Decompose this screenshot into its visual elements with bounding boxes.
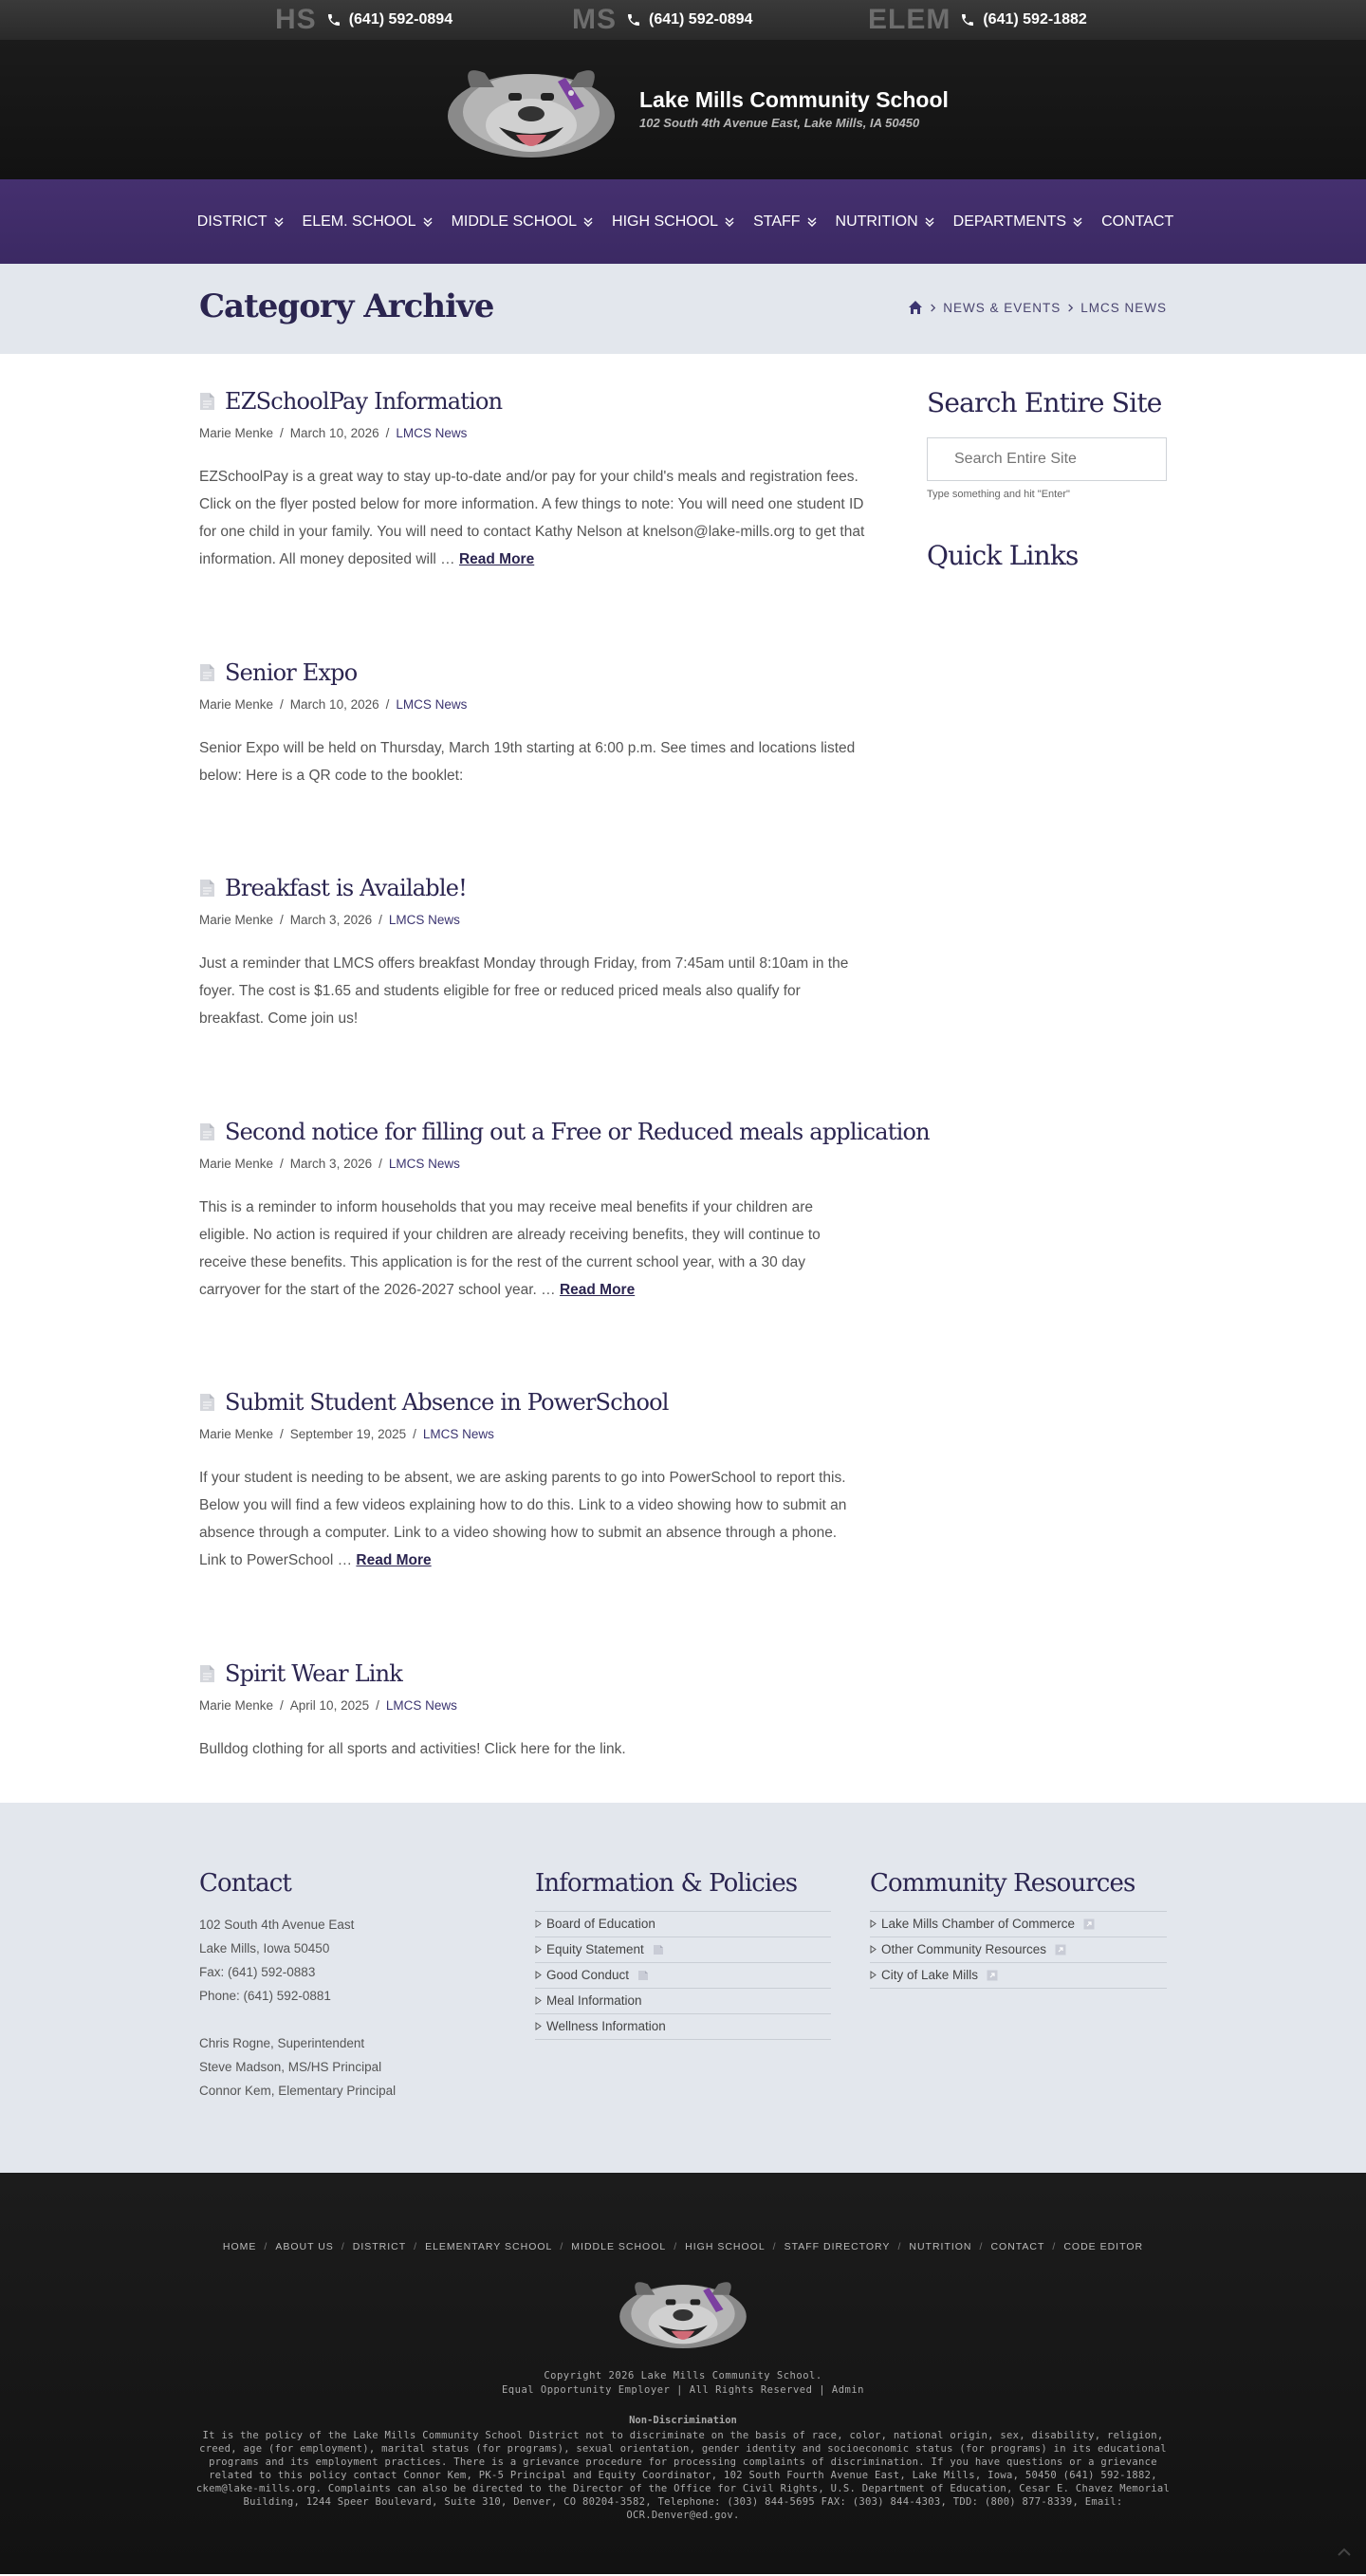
home-icon[interactable]: [908, 300, 923, 315]
footer-nav-high-school[interactable]: HIGH SCHOOL: [685, 2241, 766, 2252]
footer-nav-staff-directory[interactable]: STAFF DIRECTORY: [784, 2241, 891, 2252]
non-discrimination-title: Non-Discrimination: [629, 2415, 737, 2426]
document-icon: [199, 1393, 215, 1412]
double-chevron-down-icon: [1072, 216, 1083, 228]
footer-bulldog-logo: [615, 2273, 751, 2351]
double-chevron-down-icon: [806, 216, 818, 228]
sidebar: [927, 387, 1167, 571]
excerpt-text: If your student is needing to be absent, we are asking parents to go into PowerSchool to report this. Below you will find a few videos explaining how to do this. Link to a video showing how to submit an absence through a computer. Link to a video showing how to submit an absence through a phone. Link to PowerSchool …: [199, 1470, 847, 1568]
nav-label: NUTRITION: [835, 213, 918, 230]
contact-line: Lake Mills, Iowa 50450: [199, 1941, 330, 1955]
footer-nav-about-us[interactable]: ABOUT US: [275, 2241, 334, 2252]
external-link-icon: [987, 1970, 998, 1981]
post-date[interactable]: April 10, 2025: [289, 1698, 370, 1713]
post-excerpt: Just a reminder that LMCS offers breakfast Monday through Friday, from 7:45am until 8:10am in the foyer. The cost is $1.65 and students eligible for free or reduced priced meals also qualify for breakfast. Come join us!: [199, 955, 849, 1027]
link-label: Other Community Resources: [881, 1942, 1047, 1956]
contact-line: Phone: (641) 592-0881: [199, 1989, 331, 2003]
triangle-right-icon: [535, 1996, 542, 2005]
elem-phone: (641) 592-1882: [983, 11, 1087, 28]
nav-label: MIDDLE SCHOOL: [451, 213, 578, 230]
post-category-link[interactable]: LMCS News: [388, 913, 460, 927]
main-content: [0, 354, 1366, 1803]
post-meta: Marie Menke / March 3, 2026 / LMCS News: [199, 913, 460, 927]
non-discrimination-text: It is the policy of the Lake Mills Community School District not to discriminate on the basis of race, color, national origin, sex, disability, religion, creed, age (for employment), marital status (for programs), sexual orientation, gender identity and socioeconomic status (for programs) in its educational programs and its employment practices. There is a grievance procedure for processing complaints of discrimination. If you have questions or a grievance related to this policy contact Connor Kem, PK-5 Principal and Equity Coordinator, 102 South Fourth Avenue East, Lake Mills, Iowa, 50450 (641) 592-1882, ckem@lake-mills.org. Complaints can also be directed to the Director of the Office for Civil Rights, U.S. Department of Education, Cesar E. Chavez Memorial Building, 1244 Speer Boulevard, Suite 310, Denver, CO 80204-3582, Telephone: (303) 844-5695 FAX: (303) 844-4303, TDD: (800) 877-8339, Email: OCR.Denver@ed.gov.: [195, 2430, 1171, 2521]
post-item: [199, 1660, 865, 1763]
pdf-icon: [653, 1944, 664, 1955]
elem-phone-item[interactable]: [868, 0, 1087, 40]
post-excerpt: [199, 1194, 865, 1304]
info-policies-widget: [535, 1869, 831, 2040]
link-label: Board of Education: [546, 1917, 655, 1931]
copyright-block: [0, 2369, 1366, 2398]
post-title-link[interactable]: Breakfast is Available!: [225, 875, 467, 901]
footer-bottom: [0, 2173, 1366, 2574]
link-label: City of Lake Mills: [881, 1968, 979, 1982]
hs-phone-item[interactable]: [275, 0, 452, 40]
search-help-text: Type something and hit "Enter": [927, 489, 1070, 500]
nav-label: STAFF: [753, 213, 801, 230]
post-title-link[interactable]: Senior Expo: [225, 659, 358, 686]
post-category-link[interactable]: LMCS News: [422, 1427, 494, 1441]
breadcrumb-lmcs-news[interactable]: LMCS NEWS: [1080, 300, 1167, 315]
link-label: Lake Mills Chamber of Commerce: [881, 1917, 1076, 1931]
footer-widgets: [0, 1803, 1366, 2173]
contact-line: Chris Rogne, Superintendent: [199, 2036, 365, 2050]
double-chevron-down-icon: [724, 216, 735, 228]
contact-line: Connor Kem, Elementary Principal: [199, 2084, 397, 2098]
contact-line: Fax: (641) 592-0883: [199, 1965, 316, 1979]
double-chevron-down-icon: [273, 216, 285, 228]
triangle-right-icon: [870, 1971, 877, 1979]
school-name[interactable]: Lake Mills Community School: [639, 87, 949, 112]
phone-icon: [326, 12, 342, 28]
post-date[interactable]: March 10, 2026: [289, 426, 379, 440]
community-resources-list: [870, 1911, 1167, 1989]
nav-item-elem-school[interactable]: [303, 213, 434, 231]
double-chevron-down-icon: [422, 216, 434, 228]
phone-icon: [626, 12, 641, 28]
ms-phone-item[interactable]: [572, 0, 752, 40]
contact-line: 102 South 4th Avenue East: [199, 1918, 355, 1932]
post-title-link[interactable]: Submit Student Absence in PowerSchool: [225, 1389, 669, 1416]
footer-link-wellness-information[interactable]: [535, 2013, 831, 2040]
double-chevron-down-icon: [924, 216, 935, 228]
post-title-link[interactable]: Second notice for filling out a Free or Reduced meals application: [225, 1119, 930, 1145]
footer-link-meal-information[interactable]: [535, 1988, 831, 2013]
post-author[interactable]: Marie Menke: [199, 426, 274, 440]
post-category-link[interactable]: LMCS News: [396, 697, 468, 712]
post-title-link[interactable]: Spirit Wear Link: [225, 1660, 403, 1687]
nav-item-middle-school[interactable]: [452, 213, 594, 231]
post-date[interactable]: March 3, 2026: [289, 1157, 373, 1171]
footer-link-chamber-of-commerce[interactable]: [870, 1911, 1167, 1937]
document-icon: [199, 1122, 215, 1141]
footer-link-good-conduct[interactable]: [535, 1962, 831, 1988]
link-label: Good Conduct: [546, 1968, 630, 1982]
phone-icon: [960, 12, 975, 28]
hs-phone: (641) 592-0894: [348, 11, 453, 28]
document-icon: [199, 879, 215, 898]
equal-opportunity-text[interactable]: Equal Opportunity Employer | All Rights Reserved | Admin: [501, 2384, 864, 2396]
external-link-icon: [1055, 1944, 1066, 1955]
community-resources-widget: [870, 1869, 1167, 1989]
read-more-link[interactable]: Read More: [356, 1552, 432, 1568]
footer-nav-nutrition[interactable]: NUTRITION: [909, 2241, 972, 2252]
nav-item-departments[interactable]: [953, 213, 1083, 231]
nav-label: HIGH SCHOOL: [612, 213, 719, 230]
ms-label: MS: [572, 4, 617, 35]
post-category-link[interactable]: LMCS News: [385, 1698, 457, 1713]
elem-label: ELEM: [868, 4, 951, 35]
bulldog-logo[interactable]: [442, 59, 620, 161]
post-category-link[interactable]: LMCS News: [396, 426, 468, 440]
triangle-right-icon: [870, 1919, 877, 1928]
post-date[interactable]: March 10, 2026: [289, 697, 379, 712]
footer-nav-elementary-school[interactable]: ELEMENTARY SCHOOL: [425, 2241, 553, 2252]
back-to-top-icon[interactable]: [1334, 2542, 1355, 2563]
page-header-band: [0, 264, 1366, 354]
post-item: [199, 1119, 930, 1304]
post-date[interactable]: March 3, 2026: [289, 913, 373, 927]
document-icon: [199, 392, 215, 411]
post-excerpt: Senior Expo will be held on Thursday, March 19th starting at 6:00 p.m. See times and locations listed below: Here is a QR code to the booklet:: [199, 740, 856, 784]
ms-phone: (641) 592-0894: [649, 11, 753, 28]
chevron-right-icon: [1066, 304, 1075, 312]
nav-item-high-school[interactable]: [612, 213, 735, 231]
external-link-icon: [1083, 1918, 1095, 1930]
double-chevron-down-icon: [582, 216, 594, 228]
triangle-right-icon: [535, 1971, 542, 1979]
link-label: Equity Statement: [546, 1942, 644, 1956]
post-author[interactable]: Marie Menke: [199, 1157, 274, 1171]
footer-nav-middle-school[interactable]: MIDDLE SCHOOL: [571, 2241, 667, 2252]
contact-title: Contact: [199, 1869, 291, 1898]
post-item: [199, 388, 865, 573]
school-address: 102 South 4th Avenue East, Lake Mills, IA 50450: [639, 116, 920, 130]
footer-link-board-of-education[interactable]: [535, 1911, 831, 1937]
page-title: Category Archive: [199, 287, 494, 325]
breadcrumb-news-events[interactable]: NEWS & EVENTS: [943, 300, 1061, 315]
post-item: [199, 1389, 865, 1574]
pdf-icon: [637, 1970, 649, 1981]
top-contact-bar: [0, 0, 1366, 40]
community-resources-title: Community Resources: [870, 1869, 1135, 1898]
quick-links-title: Quick Links: [927, 540, 1079, 571]
footer-nav-contact[interactable]: CONTACT: [990, 2241, 1045, 2252]
chevron-right-icon: [929, 304, 937, 312]
post-excerpt: [199, 463, 865, 573]
post-meta: Marie Menke / April 10, 2025 / LMCS News: [199, 1698, 457, 1713]
link-label: Wellness Information: [546, 2019, 666, 2033]
post-date[interactable]: September 19, 2025: [289, 1427, 407, 1441]
footer-link-city-of-lake-mills[interactable]: [870, 1962, 1167, 1989]
contact-line: Steve Madson, MS/HS Principal: [199, 2060, 382, 2074]
search-input[interactable]: [927, 437, 1167, 481]
copyright-text: Copyright 2026 Lake Mills Community School.: [544, 2370, 822, 2381]
post-author[interactable]: Marie Menke: [199, 913, 274, 927]
document-icon: [199, 663, 215, 682]
nav-label: ELEM. SCHOOL: [302, 213, 416, 230]
footer-link-equity-statement[interactable]: [535, 1937, 831, 1962]
nav-label: DISTRICT: [196, 213, 268, 230]
triangle-right-icon: [535, 2022, 542, 2030]
footer-nav-home[interactable]: HOME: [222, 2241, 257, 2252]
nav-item-contact[interactable]: [1101, 213, 1173, 231]
triangle-right-icon: [535, 1945, 542, 1954]
main-navigation: [0, 179, 1366, 264]
info-policies-title: Information & Policies: [535, 1869, 798, 1898]
triangle-right-icon: [535, 1919, 542, 1928]
footer-nav: HOME / ABOUT US / DISTRICT / ELEMENTARY SCHOOL / MIDDLE SCHOOL / HIGH SCHOOL / STAFF DIRECTORY / NUTRITION / CONTACT / CODE EDITOR: [222, 2241, 1144, 2252]
post-item: [199, 875, 865, 1032]
post-author[interactable]: Marie Menke: [199, 1698, 274, 1713]
link-label: Meal Information: [546, 1993, 642, 2008]
post-category-link[interactable]: LMCS News: [388, 1157, 460, 1171]
site-header: [0, 40, 1366, 179]
read-more-link[interactable]: Read More: [458, 551, 535, 567]
nav-item-nutrition[interactable]: [836, 213, 935, 231]
post-meta: Marie Menke / March 10, 2026 / LMCS News: [199, 426, 468, 440]
post-meta: Marie Menke / March 10, 2026 / LMCS News: [199, 697, 468, 712]
search-title: Search Entire Site: [927, 387, 1162, 418]
post-title-link[interactable]: EZSchoolPay Information: [225, 388, 503, 415]
post-excerpt: Bulldog clothing for all sports and activities! Click here for the link.: [199, 1741, 626, 1757]
breadcrumb: [908, 300, 1167, 315]
nav-item-district[interactable]: [197, 213, 285, 231]
excerpt-text: This is a reminder to inform households that you may receive meal benefits if your children are eligible. No action is required if your children are already receiving benefits, they will continue to receive these benefits. This application is for the rest of the current school year, with a 30 day carryover for the start of the 2026-2027 school year. …: [199, 1199, 821, 1298]
post-item: [199, 659, 865, 789]
hs-label: HS: [275, 4, 317, 35]
contact-details: [199, 1913, 493, 2103]
post-author[interactable]: Marie Menke: [199, 1427, 274, 1441]
footer-nav-code-editor[interactable]: CODE EDITOR: [1063, 2241, 1144, 2252]
post-excerpt: [199, 1464, 865, 1574]
document-icon: [199, 1664, 215, 1683]
triangle-right-icon: [870, 1945, 877, 1954]
post-author[interactable]: Marie Menke: [199, 697, 274, 712]
excerpt-text: EZSchoolPay is a great way to stay up-to-date and/or pay for your child's meals and registration fees. Click on the flyer posted below for more information. A few things to note: You will need one student ID for one child in your family. You will need to contact Kathy Nelson at knelson@lake-mills.org to get that information. All money deposited will …: [199, 469, 865, 567]
info-policies-list: [535, 1911, 831, 2040]
read-more-link[interactable]: Read More: [559, 1282, 636, 1298]
post-meta: Marie Menke / March 3, 2026 / LMCS News: [199, 1157, 460, 1171]
nav-label: CONTACT: [1101, 213, 1174, 230]
footer-link-other-community-resources[interactable]: [870, 1937, 1167, 1962]
contact-widget: [199, 1869, 493, 2103]
nav-item-staff[interactable]: [753, 213, 817, 231]
nav-label: DEPARTMENTS: [952, 213, 1067, 230]
footer-nav-district[interactable]: DISTRICT: [352, 2241, 407, 2252]
post-meta: Marie Menke / September 19, 2025 / LMCS News: [199, 1427, 494, 1441]
